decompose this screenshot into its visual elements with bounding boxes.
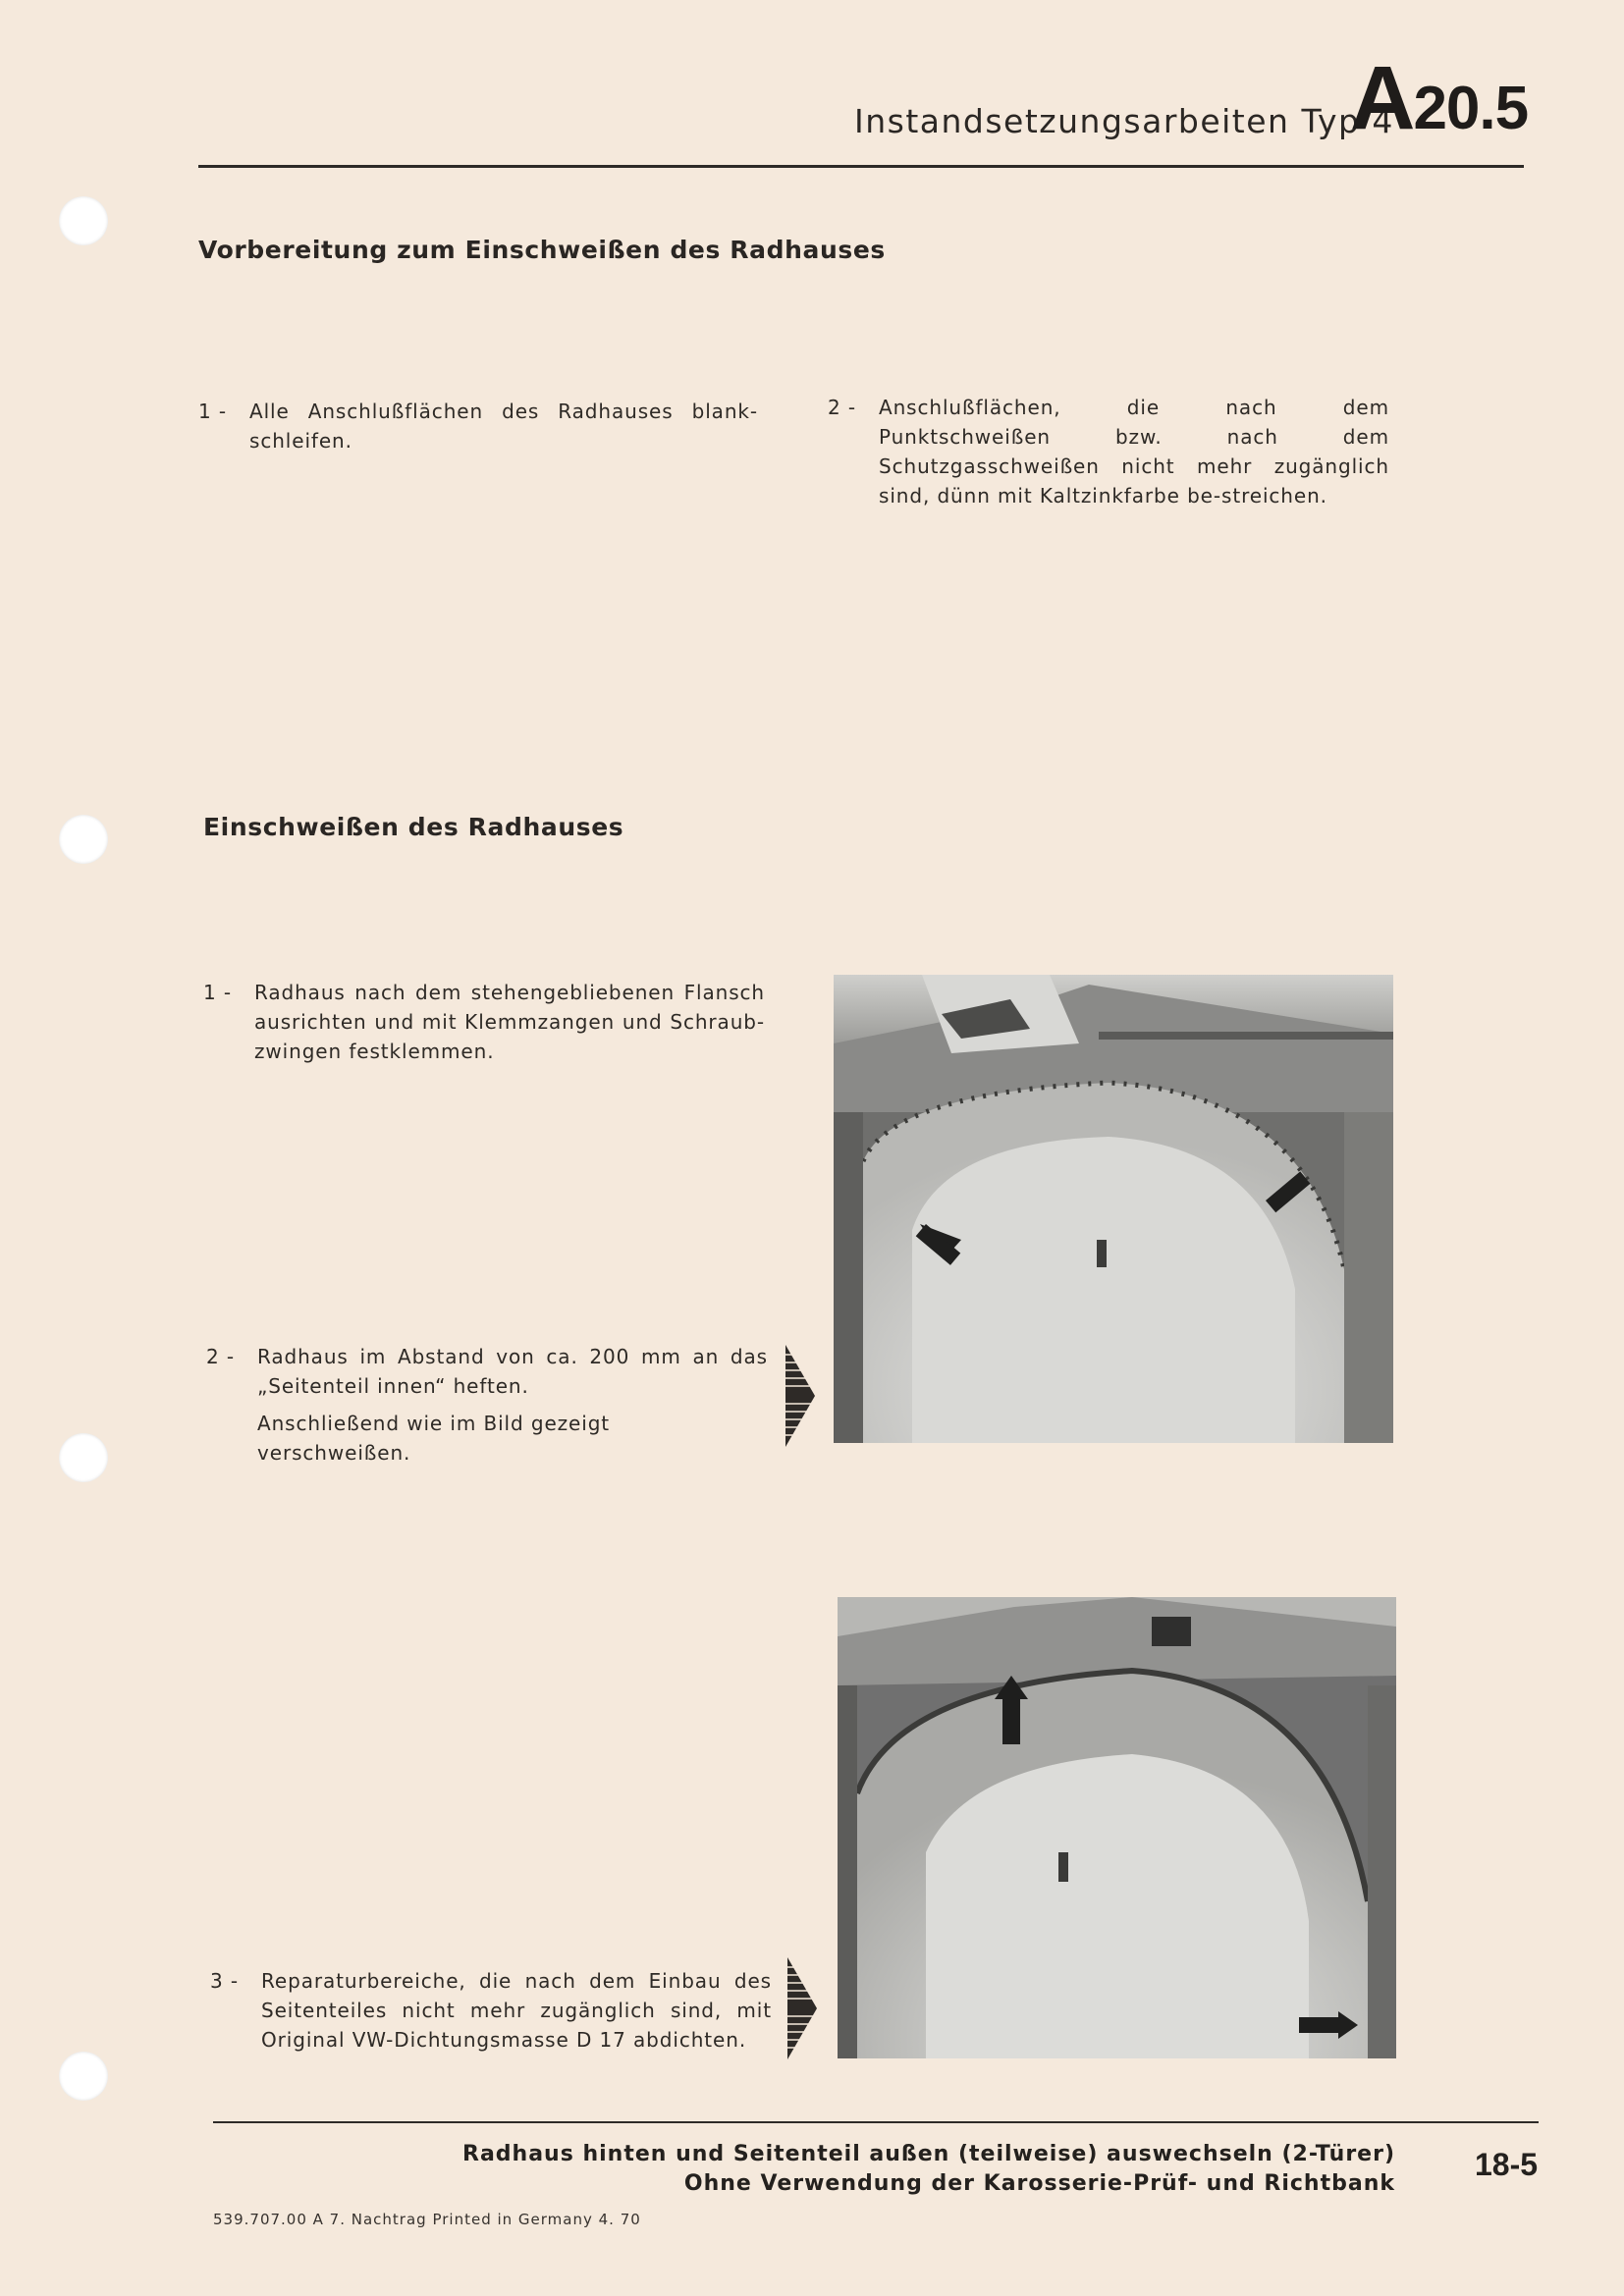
wheel-house-seal-photo-icon xyxy=(838,1597,1396,2058)
step-text xyxy=(257,1342,768,1468)
prep-step-1 xyxy=(198,397,758,465)
wheel-house-weld-photo-icon xyxy=(834,975,1393,1443)
weld-step-3 xyxy=(210,1966,772,2064)
step-text-line: Radhaus im Abstand von ca. 200 mm an das „Seitenteil innen“ heften. xyxy=(257,1345,768,1398)
step-number: 3 - xyxy=(210,1969,239,1993)
section-heading-preparation: Vorbereitung zum Einschweißen des Radhauses xyxy=(198,236,886,264)
section-heading-welding: Einschweißen des Radhauses xyxy=(203,813,624,841)
punch-hole-1 xyxy=(59,196,108,245)
page-code xyxy=(1350,47,1528,150)
footer-rule xyxy=(213,2121,1539,2123)
punch-hole-2 xyxy=(59,815,108,864)
footer-title-line-1: Radhaus hinten und Seitenteil außen (teilweise) auswechseln (2-Türer) xyxy=(462,2142,1395,2166)
weld-step-2 xyxy=(206,1342,768,1465)
prep-step-2 xyxy=(828,393,1389,510)
page-number: 18-5 xyxy=(1475,2147,1539,2182)
pointer-arrow-icon xyxy=(785,1955,819,2061)
header-rule xyxy=(198,165,1524,168)
page-code-letter: A xyxy=(1350,48,1414,148)
step-number: 1 - xyxy=(203,981,232,1004)
header-title: Instandsetzungsarbeiten Typ 4 xyxy=(854,102,1394,140)
step-text: Alle Anschlußflächen des Radhauses blank-schleifen. xyxy=(249,400,758,453)
page-code-number: 20.5 xyxy=(1413,75,1529,142)
step-text: Radhaus nach dem stehengebliebenen Flansch ausrichten und mit Klemmzangen und Schraub-zwingen festklemmen. xyxy=(254,981,765,1063)
step-text-followup: Anschließend wie im Bild gezeigt verschweißen. xyxy=(257,1412,611,1465)
footer-title-line-2: Ohne Verwendung der Karosserie-Prüf- und Richtbank xyxy=(683,2171,1395,2196)
step-number: 2 - xyxy=(206,1345,235,1368)
photo-wheel-house-welded xyxy=(834,975,1393,1443)
print-info: 539.707.00 A 7. Nachtrag Printed in Germany 4. 70 xyxy=(213,2211,641,2228)
step-text: Reparaturbereiche, die nach dem Einbau des Seitenteiles nicht mehr zugänglich sind, mit Original VW-Dichtungsmasse D 17 abdichten. xyxy=(261,1969,772,2052)
punch-hole-3 xyxy=(59,1433,108,1482)
photo-wheel-house-sealed xyxy=(838,1597,1396,2058)
pointer-arrow-icon xyxy=(784,1343,817,1449)
step-number: 2 - xyxy=(828,396,856,419)
weld-step-1 xyxy=(203,978,765,1076)
step-text: Anschlußflächen, die nach dem Punktschweißen bzw. nach dem Schutzgasschweißen nicht mehr zugänglich sind, dünn mit Kaltzinkfarbe be-streichen. xyxy=(879,396,1389,507)
punch-hole-4 xyxy=(59,2052,108,2101)
step-number: 1 - xyxy=(198,400,227,423)
